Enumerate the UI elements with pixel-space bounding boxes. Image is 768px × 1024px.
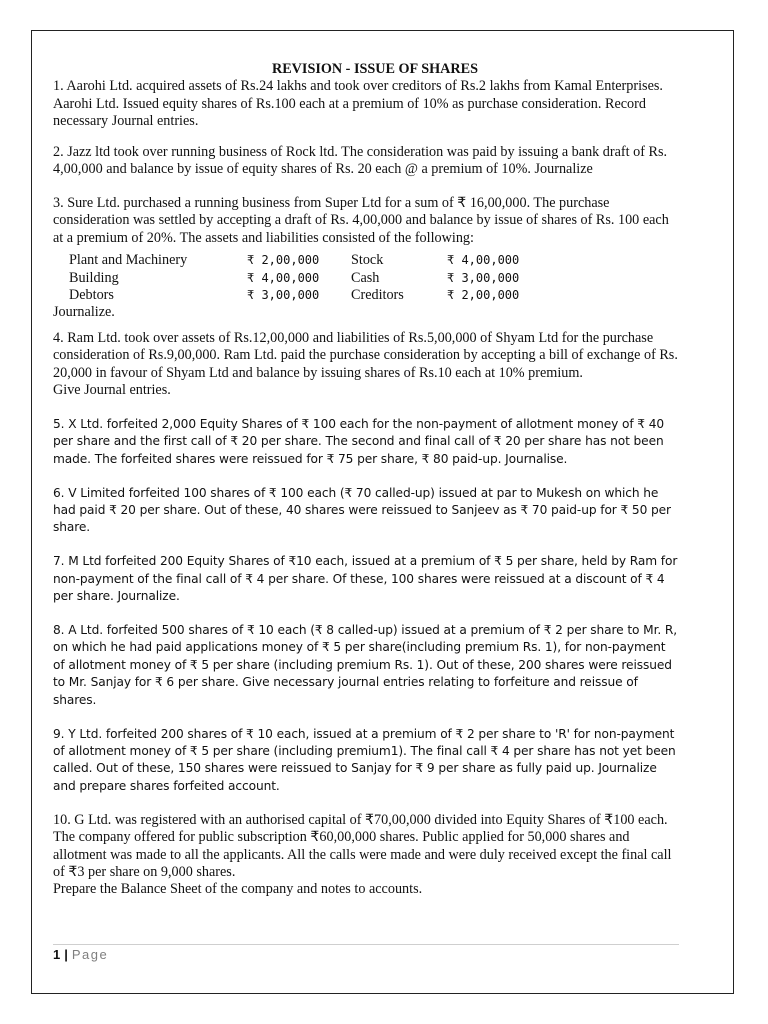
footer-divider: [53, 944, 679, 945]
page-number: 1: [53, 947, 61, 962]
asset-amount: ₹ 3,00,000: [247, 287, 320, 302]
question-10: [53, 812, 679, 899]
footer-separator: |: [64, 947, 68, 962]
table-row: [69, 270, 537, 287]
page-label: Page: [71, 947, 109, 962]
question-4-text: 4. Ram Ltd. took over assets of Rs.12,00,000 and liabilities of Rs.5,00,000 of Shyam Ltd for the purchase consideration of Rs.9,00,000. Ram Ltd. paid the purchase consideration by accepting a bill of exchange of Rs. 20,000 in favour of Shyam Ltd and balance by issuing shares of Rs.10 each at 10% premium.: [53, 329, 678, 381]
liability-amount: ₹ 2,00,000: [447, 287, 520, 302]
question-7: [53, 553, 679, 605]
liability-label: Creditors: [351, 286, 404, 303]
asset-label: Building: [69, 269, 119, 286]
question-1: [53, 78, 679, 130]
question-9-text: 9. Y Ltd. forfeited 200 shares of ₹ 10 each, issued at a premium of ₹ 2 per share to 'R' for non-payment of allotment money of ₹ 5 per share (including premium1). The final call ₹ 4 per share has not yet been called. Out of these, 150 shares were reissued to Sanjay for ₹ 9 per share as fully paid up. Journalize and prepare shares forfeited account.: [53, 726, 676, 793]
question-8-text: 8. A Ltd. forfeited 500 shares of ₹ 10 each (₹ 8 called-up) issued at a premium of ₹ 2 per share to Mr. R, on which he had paid applications money of ₹ 5 per share(including premium Rs. 1), for non-payment of allotment money of ₹ 5 per share (including premium Rs. 1). Out of these, 200 shares were reissued to Mr. Sanjay for ₹ 6 per share. Give necessary journal entries relating to forfeiture and reissue of shares.: [53, 623, 678, 707]
question-3: [53, 195, 679, 322]
asset-amount: ₹ 4,00,000: [247, 270, 320, 285]
question-5: [53, 416, 679, 468]
question-4: [53, 330, 679, 400]
table-row: [69, 252, 537, 269]
question-2-text: 2. Jazz ltd took over running business of Rock ltd. The consideration was paid by issuing a bank draft of Rs. 4,00,000 and balance by issue of equity shares of Rs. 20 each @ a premium of 10%. Journalize: [53, 143, 668, 178]
question-3-instruction: Journalize.: [53, 304, 115, 321]
question-5-text: 5. X Ltd. forfeited 2,000 Equity Shares of ₹ 100 each for the non-payment of allotment money of ₹ 40 per share and the first call of ₹ 20 per share. The second and final call of ₹ 20 per share has not been made. The forfeited shares were reissued for ₹ 75 per share, ₹ 80 paid-up. Journalise.: [53, 416, 665, 466]
question-2: [53, 144, 679, 179]
asset-label: Debtors: [69, 286, 114, 303]
question-8: [53, 622, 679, 709]
question-6-text: 6. V Limited forfeited 100 shares of ₹ 100 each (₹ 70 called-up) issued at par to Mukesh on which he had paid ₹ 20 per share. Out of these, 40 shares were reissued to Sanjeev as ₹ 70 paid-up for ₹ 50 per share.: [53, 485, 671, 535]
asset-amount: ₹ 4,00,000: [447, 253, 520, 268]
asset-label: Stock: [351, 252, 384, 269]
question-10-instruction: Prepare the Balance Sheet of the company and notes to accounts.: [53, 881, 423, 898]
question-9: [53, 726, 679, 796]
asset-label: Plant and Machinery: [69, 252, 188, 269]
question-1-text: 1. Aarohi Ltd. acquired assets of Rs.24 lakhs and took over creditors of Rs.2 lakhs from Kamal Enterprises. Aarohi Ltd. Issued equity shares of Rs.100 each at a premium of 10% as purchase consideration. Record necessary Journal entries.: [53, 78, 663, 130]
document-title: REVISION - ISSUE OF SHARES: [271, 61, 479, 77]
page-footer: [53, 947, 108, 962]
assets-liabilities-table: [69, 252, 537, 304]
question-10-text: 10. G Ltd. was registered with an authorised capital of ₹70,00,000 divided into Equity Shares of ₹100 each. The company offered for public subscription ₹60,00,000 shares. Public applied for 50,000 shares and allotment was made to all the applicants. All the calls were made and were duly received except the final call of ₹3 per share on 9,000 shares.: [53, 811, 672, 880]
asset-label: Cash: [351, 269, 380, 286]
table-row: [69, 287, 537, 304]
document-body: [53, 61, 679, 915]
asset-amount: ₹ 3,00,000: [447, 270, 520, 285]
question-3-text: 3. Sure Ltd. purchased a running business from Super Ltd for a sum of ₹ 16,00,000. The purchase consideration was settled by accepting a draft of Rs. 4,00,000 and balance by issue of shares of Rs. 100 each at a premium of 20%. The assets and liabilities consisted of the following:: [53, 194, 669, 246]
asset-amount: ₹ 2,00,000: [247, 253, 320, 268]
question-6: [53, 485, 679, 537]
question-7-text: 7. M Ltd forfeited 200 Equity Shares of ₹10 each, issued at a premium of ₹ 5 per share, held by Ram for non-payment of the final call of ₹ 4 per share. Of these, 100 shares were reissued at a discount of ₹ 4 per share. Journalize.: [53, 554, 678, 604]
question-4-instruction: Give Journal entries.: [53, 382, 171, 398]
